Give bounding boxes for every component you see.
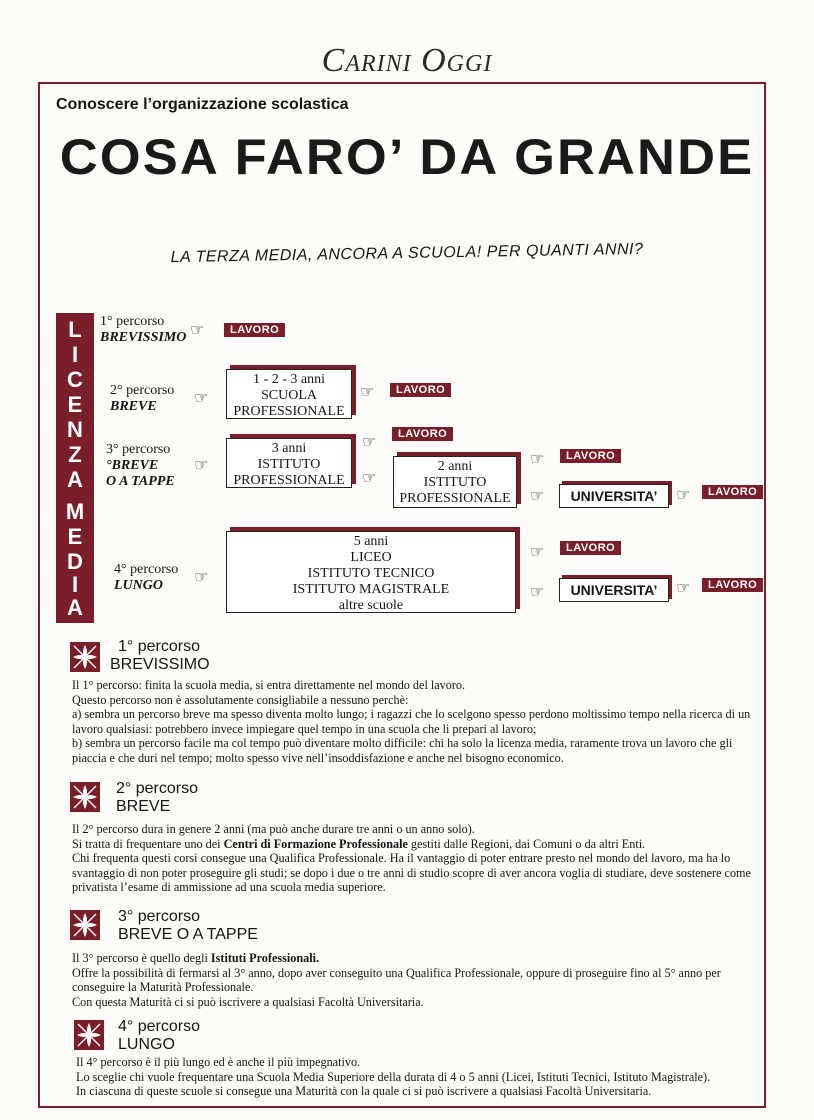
section-number: 1° percorso xyxy=(118,638,200,655)
box-line: PROFESSIONALE xyxy=(233,473,345,488)
lavoro-tag: LAVORO xyxy=(224,323,285,337)
box-line: altre scuole xyxy=(338,598,404,613)
vertical-letter: C xyxy=(67,367,83,392)
box-line: PROFESSIONALE xyxy=(399,491,511,506)
pointing-hand-icon: ☞ xyxy=(194,567,209,586)
vertical-letter: M xyxy=(65,499,85,524)
pointing-hand-icon: ☞ xyxy=(194,455,209,474)
star-pattern-icon xyxy=(70,782,100,812)
section-2-body xyxy=(72,822,756,895)
pointing-hand-icon: ☞ xyxy=(676,578,691,597)
istituto-professionale-2-box xyxy=(393,456,517,508)
vertical-letter: L xyxy=(68,317,82,342)
section-4-title xyxy=(118,1018,200,1054)
question-heading: LA TERZA MEDIA, ANCORA A SCUOLA! PER QUANTI ANNI? xyxy=(170,240,644,267)
pointing-hand-icon: ☞ xyxy=(676,485,691,504)
paragraph: Questo percorso non è assolutamente consigliabile a nessuno perchè: xyxy=(72,692,409,707)
vertical-letter: I xyxy=(71,572,79,597)
box-line: 2 anni xyxy=(437,459,473,474)
pointing-hand-icon: ☞ xyxy=(360,382,375,401)
section-1-title xyxy=(110,638,210,674)
box-line: ISTITUTO xyxy=(423,475,487,490)
lavoro-tag: LAVORO xyxy=(702,578,763,592)
box-line: 3 anni xyxy=(271,441,307,456)
section-3-body xyxy=(72,951,756,1009)
section-name: LUNGO xyxy=(118,1036,175,1053)
percorso-3-label xyxy=(106,442,175,490)
percorso-number: 3° percorso xyxy=(106,442,171,457)
pointing-hand-icon: ☞ xyxy=(530,582,545,601)
section-name: BREVE xyxy=(116,798,171,815)
section-3-title xyxy=(118,908,258,944)
paragraph: a) sembra un percorso breve ma spesso diventa molto lungo; i ragazzi che lo scelgono spesso perdono moltissimo tempo nella ricerca di un lavoro qualsiasi: potrebbero invece impiegare quel tempo in una scuola che li prepari al lavoro; xyxy=(72,707,751,736)
paragraph: Chi frequenta questi corsi consegue una Qualifica Professionale. Ha il vantaggio di poter entrare presto nel mondo del lavoro, ma ha lo svantaggio di non poter proseguire gli studi; se dopo i due o tre anni di studio scopre di aver ancora voglia di studiare, deve sostenere come privatista l’esame di ammissione ad una scuola media superiore. xyxy=(72,851,751,894)
percorso-1-label xyxy=(100,314,186,346)
paragraph: Con questa Maturità ci si può iscrivere a qualsiasi Facoltà Universitaria. xyxy=(72,994,424,1009)
box-line: PROFESSIONALE xyxy=(233,404,345,419)
paragraph: Il 3° percorso è quello degli Istituti Professionali. xyxy=(72,951,320,965)
vertical-letter: D xyxy=(67,549,83,574)
vertical-letter: N xyxy=(67,417,83,442)
universita-box: UNIVERSITA’ xyxy=(559,484,669,508)
vertical-letter: Z xyxy=(68,442,82,467)
percorso-number: 4° percorso xyxy=(114,562,179,577)
paragraph: Il 1° percorso: finita la scuola media, si entra direttamente nel mondo del lavoro. xyxy=(72,678,466,692)
box-line: 1 - 2 - 3 anni xyxy=(253,372,325,387)
lavoro-tag: LAVORO xyxy=(702,485,763,499)
istituto-professionale-3-box xyxy=(226,438,352,488)
box-line: ISTITUTO MAGISTRALE xyxy=(292,582,450,597)
percorso-name: BREVISSIMO xyxy=(100,330,187,345)
section-number: 3° percorso xyxy=(118,908,200,925)
vertical-letter: A xyxy=(67,467,83,492)
pointing-hand-icon: ☞ xyxy=(530,486,545,505)
vertical-letter: A xyxy=(67,595,83,620)
star-pattern-icon xyxy=(70,910,100,940)
pointing-hand-icon: ☞ xyxy=(362,432,377,451)
pointing-hand-icon: ☞ xyxy=(530,542,545,561)
percorso-name: O A TAPPE xyxy=(106,474,175,489)
lavoro-tag: LAVORO xyxy=(392,427,453,441)
paragraph: Lo sceglie chi vuole frequentare una Scuola Media Superiore della durata di 4 o 5 anni (Licei, Istituti Tecnici, Istituto Magistrale). xyxy=(76,1069,711,1084)
box-line: ISTITUTO TECNICO xyxy=(307,566,435,581)
pointing-hand-icon: ☞ xyxy=(190,320,205,339)
section-name: BREVE O A TAPPE xyxy=(118,926,258,943)
section-name: BREVISSIMO xyxy=(110,656,210,673)
box-line: SCUOLA xyxy=(260,388,317,403)
section-number: 2° percorso xyxy=(116,780,198,797)
subhead: Conoscere l’organizzazione scolastica xyxy=(56,96,349,113)
scuola-superiore-box xyxy=(226,531,516,613)
masthead: Carini Oggi xyxy=(321,42,493,79)
licenza-media-bar xyxy=(56,313,94,623)
box-line: ISTITUTO xyxy=(257,457,321,472)
percorso-2-label xyxy=(110,383,174,415)
percorso-number: 2° percorso xyxy=(110,383,175,398)
percorso-4-label xyxy=(114,562,178,594)
lavoro-tag: LAVORO xyxy=(560,449,621,463)
paragraph: Si tratta di frequentare uno dei Centri di Formazione Professionale gestiti dalle Regioni, dai Comuni o da altri Enti. xyxy=(72,836,646,851)
paragraph: Il 4° percorso è il più lungo ed è anche il più impegnativo. xyxy=(76,1055,361,1069)
paragraph: b) sembra un percorso facile ma col tempo può diventare molto difficile: chi ha solo la licenza media, raramente trova un lavoro che gli piaccia e che duri nel tempo; molto spesso vive nell’insoddisfazione e anche nel bisogno economico. xyxy=(72,736,733,765)
universita-box: UNIVERSITA’ xyxy=(559,578,669,602)
paragraph: In ciascuna di queste scuole si consegue una Maturità con la quale ci si può iscrivere a qualsiasi Facoltà Universitaria. xyxy=(76,1084,652,1098)
pointing-hand-icon: ☞ xyxy=(530,449,545,468)
section-2-title xyxy=(110,780,198,816)
star-pattern-icon xyxy=(70,642,100,672)
vertical-letter: E xyxy=(67,392,83,417)
pointing-hand-icon: ☞ xyxy=(194,388,209,407)
percorso-name: LUNGO xyxy=(114,578,163,593)
lavoro-tag: LAVORO xyxy=(390,383,451,397)
section-4-body xyxy=(76,1055,756,1099)
scuola-professionale-box xyxy=(226,369,352,419)
vertical-letter: I xyxy=(71,342,79,367)
box-line: LICEO xyxy=(350,550,392,565)
paragraph: Il 2° percorso dura in genere 2 anni (ma può anche durare tre anni o un anno solo). xyxy=(72,822,475,836)
paragraph: Offre la possibilità di fermarsi al 3° anno, dopo aver conseguito una Qualifica Professionale, oppure di proseguire fino al 5° anno per conseguire la Maturità Professionale. xyxy=(72,965,721,994)
percorso-name: °BREVE xyxy=(106,458,159,473)
page-title: COSA FARO’ DA GRANDE xyxy=(59,129,755,185)
percorso-name: BREVE xyxy=(110,399,157,414)
section-1-body xyxy=(72,678,756,765)
lavoro-tag: LAVORO xyxy=(560,541,621,555)
box-line: 5 anni xyxy=(353,534,389,549)
pointing-hand-icon: ☞ xyxy=(362,468,377,487)
star-pattern-icon xyxy=(74,1020,104,1050)
percorso-number: 1° percorso xyxy=(100,314,165,329)
vertical-letter: E xyxy=(67,524,83,549)
section-number: 4° percorso xyxy=(118,1018,200,1035)
